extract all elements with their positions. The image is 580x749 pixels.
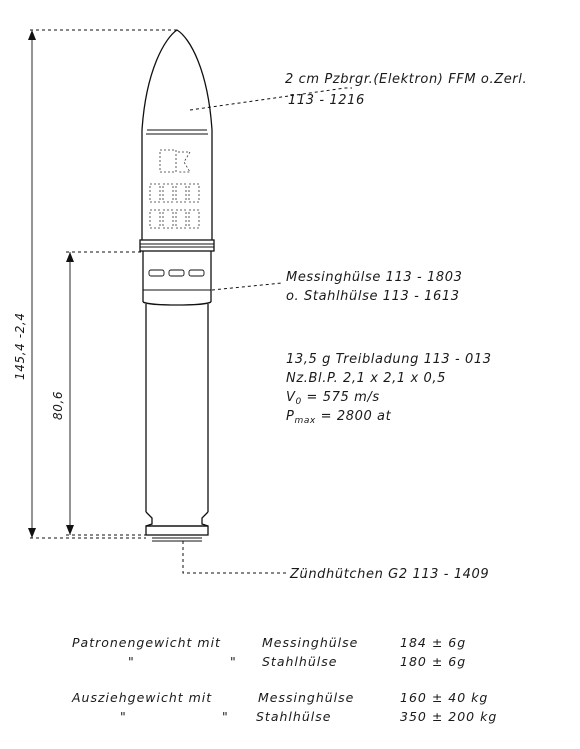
charge-label-line1: 13,5 g Treibladung 113 - 013 — [286, 352, 492, 367]
weight-row1-value: 184 ± 6g — [400, 635, 467, 650]
case-rim — [146, 526, 208, 535]
overall-length-value: 145,4 -2,4 — [13, 312, 27, 380]
weight-row2-ditto2: " — [230, 654, 237, 669]
weight-row1-material: Messinghülse — [262, 635, 359, 650]
case-length-value: 80,6 — [51, 390, 65, 420]
weight-row3-value: 160 ± 40 kg — [400, 690, 489, 705]
primer-label: Zündhütchen G2 113 - 1409 — [290, 567, 490, 582]
primer-leader — [183, 541, 286, 573]
weight-table — [71, 635, 497, 724]
overall-length-dimension — [28, 30, 177, 538]
projectile-label-line1: 2 cm Pzbrgr.(Elektron) FFM o.Zerl. — [285, 72, 528, 87]
max-pressure: $P_{max} = 2800$ at — [286, 409, 392, 426]
case-markings — [149, 270, 204, 276]
case-label-line2: o. Stahlhülse 113 - 1613 — [286, 289, 460, 304]
projectile-nose — [142, 30, 212, 130]
projectile-markings — [150, 150, 199, 228]
case-length-dimension — [66, 252, 146, 535]
weight-row1-label: Patronengewicht mit — [72, 635, 221, 650]
case-label-line1: Messinghülse 113 - 1803 — [286, 270, 463, 285]
weight-row4-ditto2: " — [222, 709, 229, 724]
rotating-band — [140, 240, 214, 251]
weight-row2-ditto1: " — [128, 654, 135, 669]
weight-row2-value: 180 ± 6g — [400, 654, 467, 669]
weight-row3-label: Ausziehgewicht mit — [72, 690, 213, 705]
weight-row3-material: Messinghülse — [258, 690, 355, 705]
projectile-label-line2: 113 - 1216 — [288, 93, 365, 108]
cartridge-outline — [140, 30, 214, 541]
weight-row4-value: 350 ± 200 kg — [400, 709, 498, 724]
weight-row4-ditto1: " — [120, 709, 127, 724]
weight-row2-material: Stahlhülse — [262, 654, 338, 669]
muzzle-velocity: $V_0 = 575$ m/s — [286, 390, 380, 407]
powder-label: Nz.Bl.P. 2,1 x 2,1 x 0,5 — [286, 371, 446, 386]
case-leader — [212, 283, 282, 290]
weight-row4-material: Stahlhülse — [256, 709, 332, 724]
